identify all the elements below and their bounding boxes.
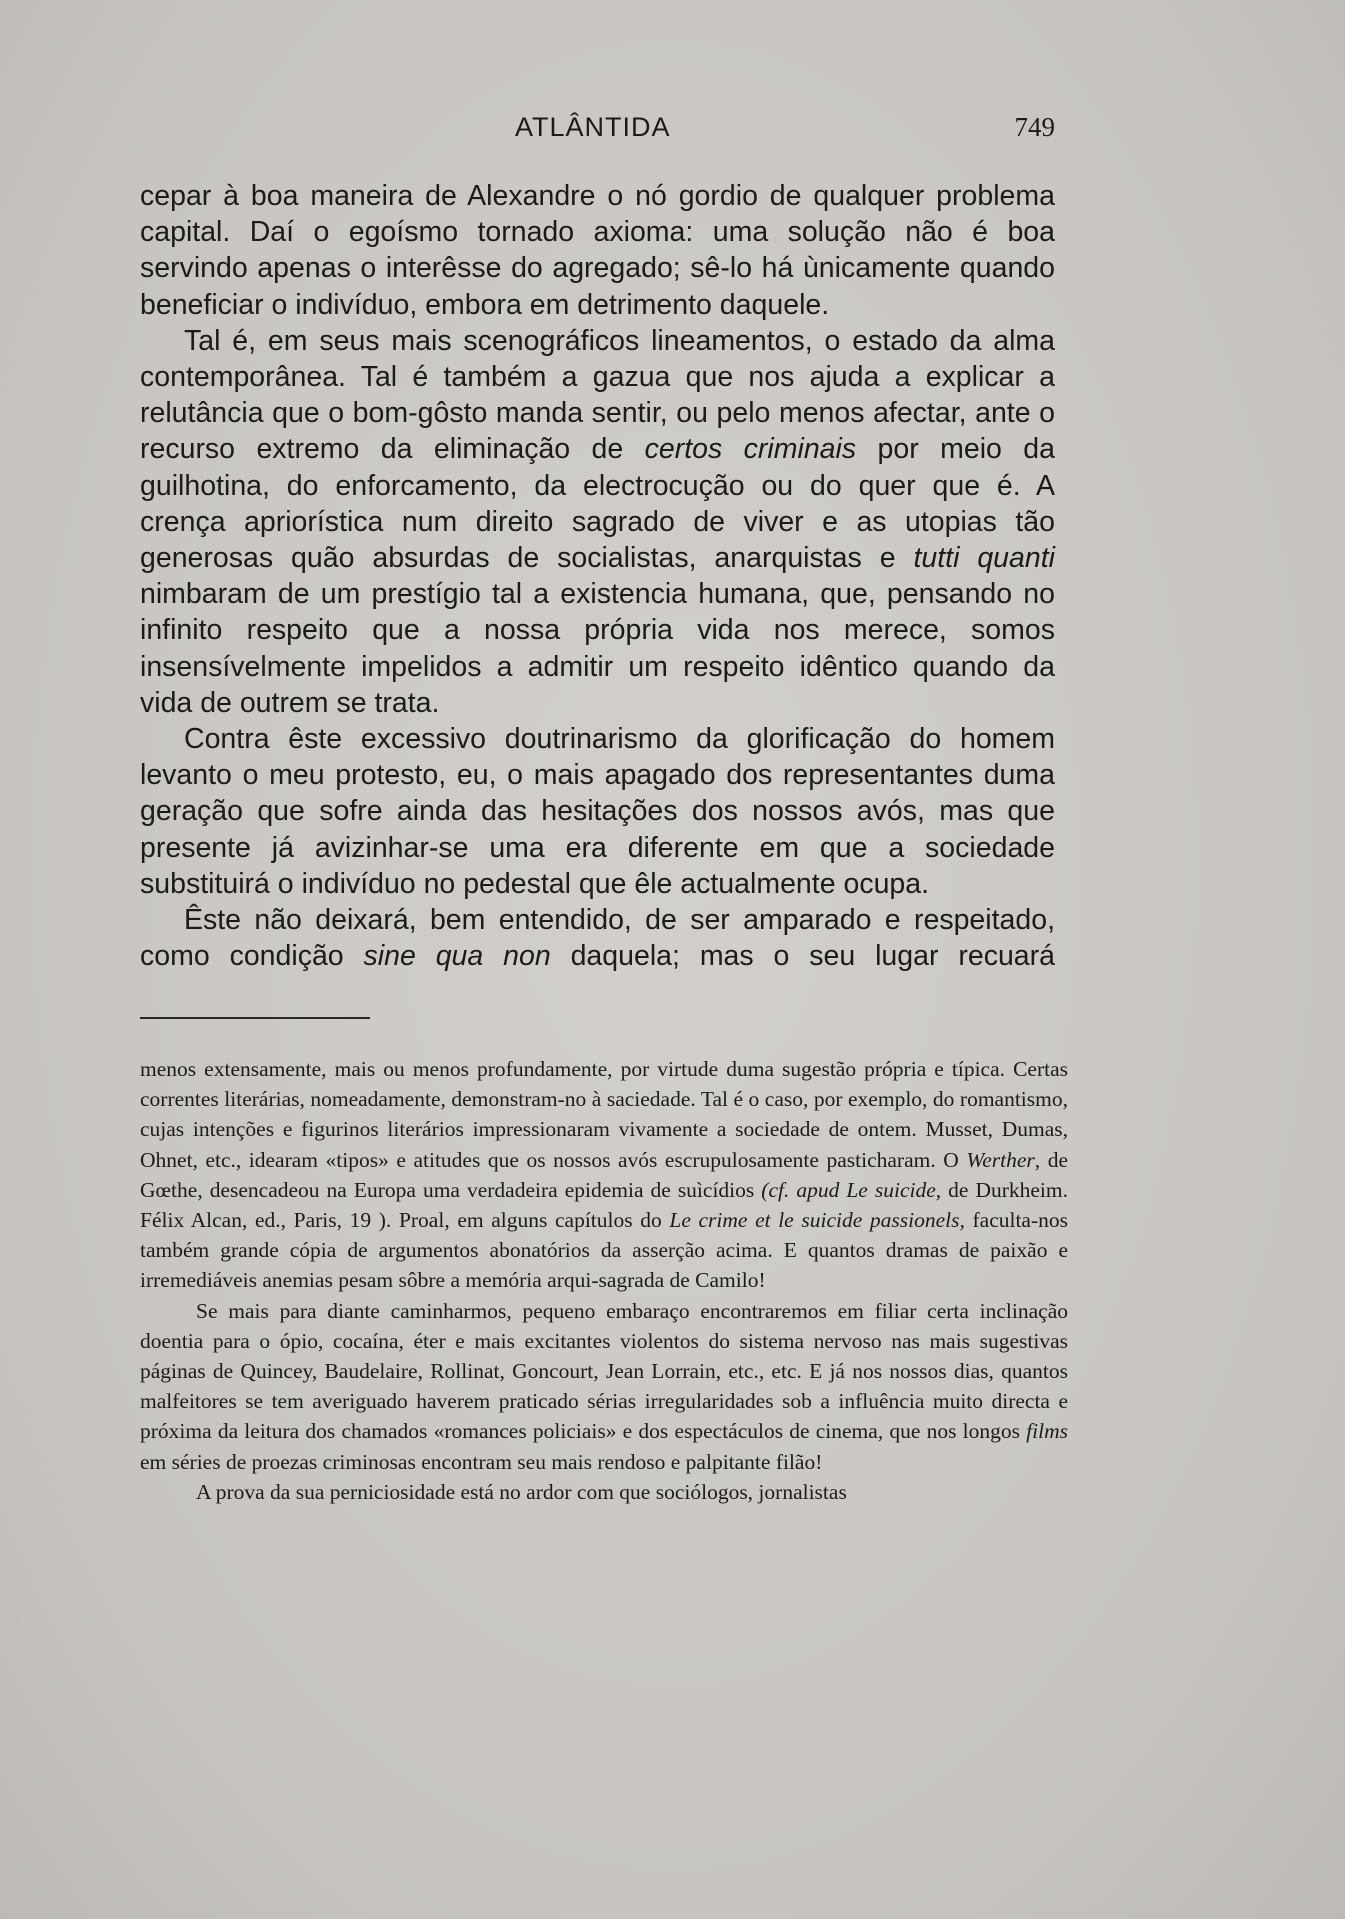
paragraph-2-text-b: por meio da guilhotina, do enforcamento, da electrocução ou do quer que é. A crença apriorística num direito sagrado de viver e as utopias tão generosas quão absurdas de socialistas, anarquistas e: [140, 433, 1055, 575]
paragraph-4: [140, 902, 1055, 974]
paragraph-2: [140, 323, 1055, 721]
paragraph-4-text-b: daquela; mas o seu lugar recuará: [550, 940, 1055, 973]
footnote-2-italic: films: [1026, 1419, 1068, 1444]
page-number: 749: [1014, 112, 1055, 142]
paragraph-1-text: cepar à boa maneira de Alexandre o nó gordio de qualquer problema capital. Daí o egoísmo tornado axioma: uma solução não é boa servindo apenas o interêsse do agregado; sê-lo há ùnicamente quando beneficiar o indivíduo, embora em detrimento daquele.: [140, 180, 1055, 321]
footnote-1-text-b: , de Gœthe, desencadeou na Europa uma verdadeira epidemia de suìcídios: [140, 1147, 1068, 1202]
paragraph-3: [140, 721, 1055, 902]
main-text: [140, 178, 1055, 974]
paragraph-2-italic-1: certos criminais: [644, 433, 857, 466]
footnote-paragraph-2: [140, 1296, 1068, 1477]
paragraph-2-italic-2: tutti quanti: [913, 542, 1055, 575]
page-header: [140, 112, 1055, 152]
footnote-3-text: A prova da sua perniciosidade está no ardor com que sociólogos, jornalistas: [196, 1479, 847, 1504]
paragraph-1: [140, 178, 1055, 323]
paragraph-3-text: Contra êste excessivo doutrinarismo da glorificação do homem levanto o meu protesto, eu, o mais apagado dos representantes duma geração que sofre ainda das hesitações dos nossos avós, mas que presente já avizinhar-se uma era diferente em que a sociedade substituirá o indivíduo no pedestal que êle actualmente ocupa.: [140, 723, 1055, 900]
paragraph-2-text-a: Tal é, em seus mais scenográficos lineamentos, o estado da alma contemporânea. Tal é também a gazua que nos ajuda a explicar a relutância que o bom-gôsto manda sentir, ou pelo menos afectar, ante o recurso extremo da eliminação de: [140, 324, 1055, 466]
footnote-paragraph-1: [140, 1054, 1068, 1296]
footnote-1-text-d: faculta-nos também grande cópia de argumentos abonatórios da asserção acima. E quantos dramas de paixão e irremediáveis anemias pesam sôbre a memória arqui-sagrada de Camilo!: [140, 1208, 1068, 1293]
footnote-1-italic-3: Le crime et le suicide passionels,: [669, 1208, 965, 1233]
paragraph-4-text-a: Êste não deixará, bem entendido, de ser amparado e respeitado, como condição: [140, 904, 1055, 973]
running-title: ATLÂNTIDA: [515, 112, 671, 142]
paragraph-2-text-c: nimbaram de um prestígio tal a existencia humana, que, pensando no infinito respeito que a nossa própria vida nos merece, somos insensívelmente impelidos a admitir um respeito idêntico quando da vida de outrem se trata.: [140, 578, 1055, 719]
footnote-1-italic-1: Werther: [966, 1147, 1035, 1172]
footnote-2-text-a: Se mais para diante caminharmos, pequeno embaraço encontraremos em filiar certa inclinação doentia para o ópio, cocaína, éter e mais excitantes violentos do sistema nervoso nas mais sugestivas páginas de Quincey, Baudelaire, Rollinat, Goncourt, Jean Lorrain, etc., etc. E já nos nossos dias, quantos malfeitores se tem averiguado haverem praticado sérias irregularidades sob a influência muito directa e próxima da leitura dos chamados «romances policiais» e dos espectáculos de cinema, que nos longos: [140, 1298, 1068, 1444]
footnote: [140, 1054, 1068, 1507]
footnote-2-text-b: em séries de proezas criminosas encontram seu mais rendoso e palpitante filão!: [140, 1449, 823, 1474]
footnote-1-text-c: de Durkheim. Félix Alcan, ed., Paris, 19 ). Proal, em alguns capítulos do: [140, 1177, 1069, 1233]
footnote-1-text-a: menos extensamente, mais ou menos profundamente, por virtude duma sugestão própria e típica. Certas correntes literárias, nomeadamente, demonstram-no à saciedade. Tal é o caso, por exemplo, do romantismo, cujas intenções e figurinos literários impressionaram vivamente a sociedade de ontem. Musset, Dumas, Ohnet, etc., idearam «tipos» e atitudes que os nossos avós escrupulosamente pasticharam. O: [140, 1057, 1068, 1172]
footnote-rule: [140, 1017, 370, 1019]
paragraph-4-italic: sine qua non: [363, 940, 551, 973]
footnote-paragraph-3: [140, 1477, 1068, 1507]
footnote-1-italic-2: (cf. apud Le suicide,: [761, 1177, 942, 1202]
